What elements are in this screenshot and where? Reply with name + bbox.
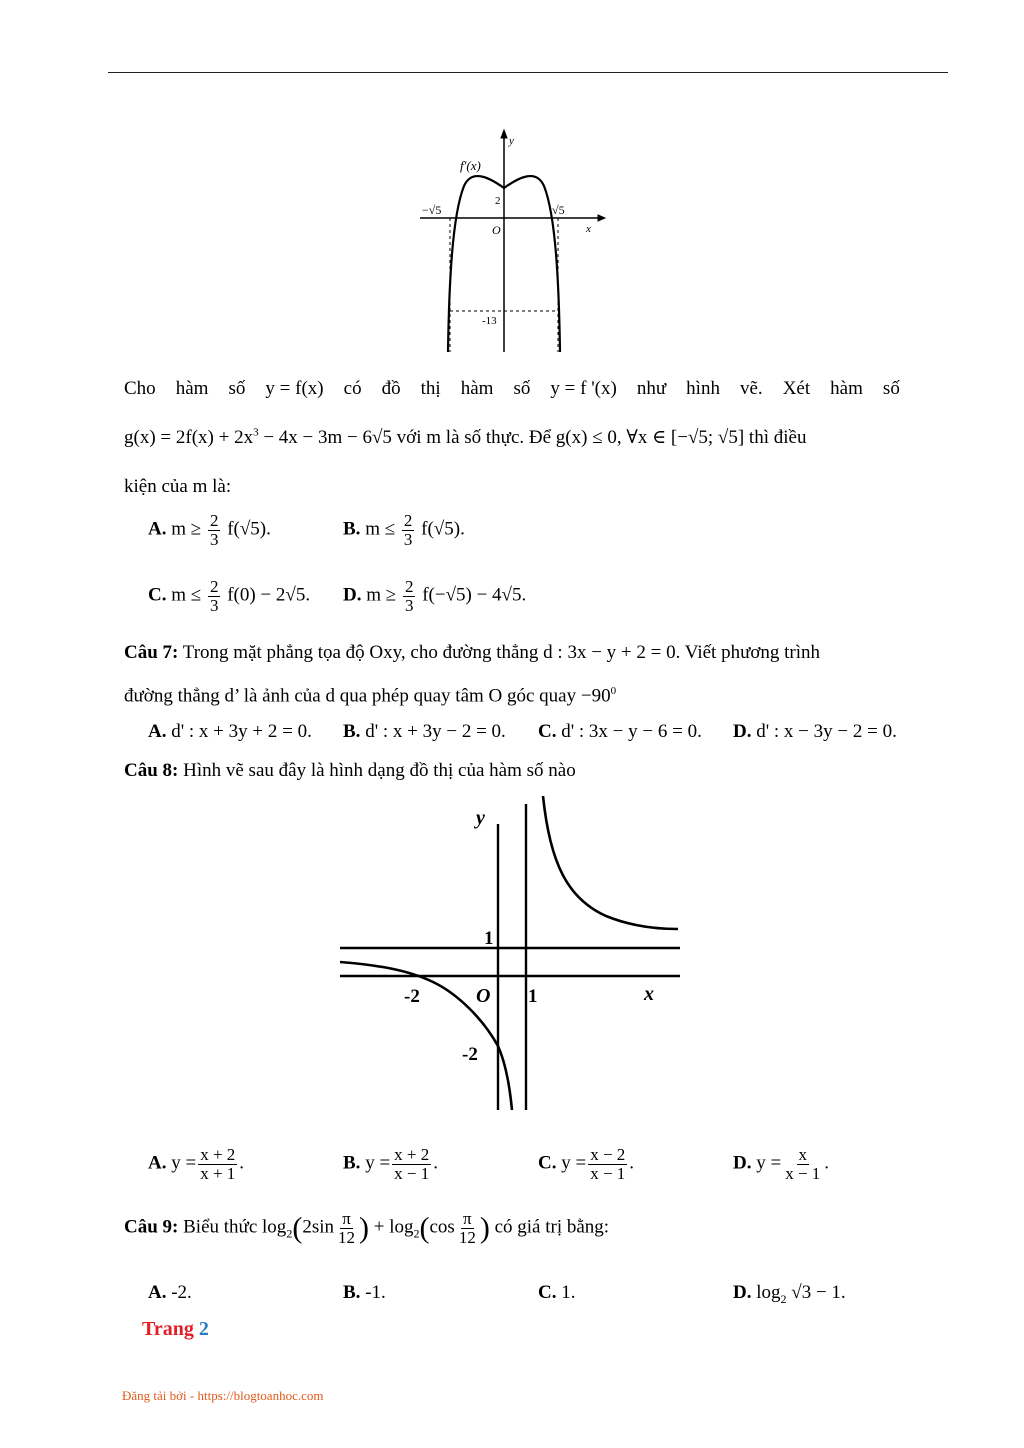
g2-label-neg2y: -2	[462, 1044, 478, 1065]
q7-b-label: B.	[343, 721, 361, 742]
label-sqrt5: √5	[552, 203, 565, 217]
q9-d-label: D.	[733, 1282, 752, 1303]
q6-word: hàm	[175, 378, 209, 399]
q9-c-text: 1.	[556, 1282, 576, 1303]
label-neg-sqrt5: −√5	[422, 203, 442, 217]
q8-b-frac: $\frac{x + 2}{x - 1}$	[394, 1145, 430, 1183]
q9-frac1: $\frac{\pi}{12}$	[338, 1209, 355, 1247]
q7-b-text: d' : x + 3y − 2 = 0.	[360, 721, 506, 742]
page-num: 2	[198, 1318, 209, 1340]
q8-d-label: D.	[733, 1152, 752, 1174]
q8-b-label: B.	[343, 1152, 361, 1174]
q6-word: y = f(x)	[265, 378, 324, 399]
header-rule	[108, 72, 948, 73]
g2-label-o: O	[476, 985, 491, 1007]
q6-b-pre: m ≤	[365, 518, 396, 540]
branch-right	[543, 796, 678, 929]
q8-option-b[interactable]	[343, 1146, 438, 1183]
q9-paren-close2: )	[479, 1211, 490, 1245]
g2-label-y: y	[476, 807, 485, 829]
q9-paren-open1: (	[292, 1211, 303, 1245]
q9-c-label: C.	[538, 1282, 557, 1303]
q6-c-pre: m ≤	[171, 584, 202, 606]
q7-label: Câu 7:	[124, 642, 179, 663]
q9-d-pre: log	[751, 1282, 781, 1303]
q9-sub2: 2	[413, 1226, 420, 1241]
q6-word: số	[513, 378, 531, 399]
q6-option-a[interactable]	[148, 512, 271, 549]
x-arrow	[598, 215, 605, 221]
graph-fprime	[412, 126, 612, 358]
q8-line	[124, 760, 576, 782]
q9-paren-open2: (	[419, 1211, 430, 1245]
q8-c-frac: $\frac{x - 2}{x - 1}$	[590, 1145, 626, 1183]
label-y: y	[509, 135, 514, 147]
q9-b-label: B.	[343, 1282, 361, 1303]
q9-d-sub: 2	[780, 1291, 787, 1306]
q6-b-frac: $\frac{2}{3}$	[403, 511, 413, 549]
q6-b-label: B.	[343, 518, 361, 540]
q7-a-label: A.	[148, 721, 167, 742]
q9-text-pre: Biểu thức log	[178, 1216, 287, 1238]
q8-b-y: y =	[365, 1152, 391, 1174]
q7-c-text: d' : 3x − y − 6 = 0.	[556, 721, 702, 742]
q8-option-c[interactable]	[538, 1146, 634, 1183]
q9-part1: 2sin	[302, 1216, 334, 1238]
q9-frac2: $\frac{\pi}{12}$	[458, 1209, 476, 1247]
q8-c-y: y =	[561, 1152, 587, 1174]
g2-label-x: x	[644, 983, 654, 1005]
q9-option-a[interactable]	[148, 1282, 192, 1304]
q8-label: Câu 8:	[124, 760, 179, 781]
q7-c-label: C.	[538, 721, 557, 742]
q9-sub1: 2	[286, 1226, 293, 1241]
q7-a-text: d' : x + 3y + 2 = 0.	[166, 721, 312, 742]
q6-a-frac: $\frac{2}{3}$	[209, 511, 219, 549]
q6-word: như	[636, 378, 667, 399]
q7-d-label: D.	[733, 721, 752, 742]
q9-label: Câu 9:	[124, 1216, 179, 1238]
page-number	[142, 1318, 209, 1341]
q8-a-frac: $\frac{x + 2}{x + 1}$	[200, 1145, 236, 1183]
q9-a-text: -2.	[166, 1282, 192, 1303]
q9-plus-log: + log	[369, 1216, 414, 1238]
g2-label-1y: 1	[484, 928, 494, 949]
q8-text: Hình vẽ sau đây là hình dạng đồ thị của hàm số nào	[178, 760, 576, 781]
q8-b-dot: .	[433, 1152, 438, 1174]
q6-word: y = f '(x)	[550, 378, 617, 399]
q6-d-label: D.	[343, 584, 362, 606]
q7-option-a[interactable]	[148, 721, 312, 743]
q6-word: Cho	[124, 378, 156, 399]
q6-c-label: C.	[148, 584, 167, 606]
page-label: Trang	[142, 1318, 194, 1340]
q6-word: có	[343, 378, 362, 399]
label-o: O	[492, 223, 501, 237]
q7-line2	[124, 685, 616, 707]
q6-line2-rest: − 4x − 3m − 6√5 với m là số thực. Để g(x) ≤ 0, ∀x ∈ [−√5; √5] thì điều	[258, 427, 807, 448]
q7-option-d[interactable]	[733, 721, 897, 743]
label-2: 2	[495, 195, 501, 207]
q6-g-def: g(x) = 2f(x) + 2x	[124, 427, 254, 448]
q9-option-c[interactable]	[538, 1282, 575, 1304]
q9-d-post: √3 − 1.	[786, 1282, 846, 1303]
q6-a-label: A.	[148, 518, 167, 540]
q7-text2: đường thẳng d’ là ảnh của d qua phép quay tâm O góc quay −90	[124, 685, 611, 707]
q6-option-b[interactable]	[343, 512, 465, 549]
q6-line1	[124, 378, 900, 400]
q6-option-c[interactable]	[148, 578, 310, 615]
graph-hyperbola	[338, 794, 682, 1114]
footer-link[interactable]: Đăng tải bởi - https://blogtoanhoc.com	[122, 1388, 324, 1403]
q9-option-d[interactable]	[733, 1282, 846, 1307]
q6-exp: 3	[253, 426, 259, 439]
y-arrow	[501, 130, 507, 138]
g2-label-1x: 1	[528, 986, 538, 1007]
q6-a-pre: m ≥	[171, 518, 202, 540]
q9-paren-close1: )	[359, 1211, 369, 1245]
q6-word: Xét	[782, 378, 811, 399]
q8-c-label: C.	[538, 1152, 557, 1174]
q9-line	[124, 1210, 609, 1247]
label-x: x	[586, 223, 591, 235]
q8-a-label: A.	[148, 1152, 167, 1174]
q6-word: đồ	[381, 378, 401, 399]
q9-text-post: có giá trị bằng:	[489, 1216, 610, 1238]
q6-line2	[124, 426, 806, 449]
q7-option-c[interactable]	[538, 721, 702, 743]
q6-word: hàm	[460, 378, 494, 399]
q8-d-dot: .	[824, 1152, 830, 1174]
q8-c-dot: .	[629, 1152, 635, 1174]
q9-option-b[interactable]	[343, 1282, 386, 1304]
q9-part2: cos	[429, 1216, 455, 1238]
q7-text1: Trong mặt phẳng tọa độ Oxy, cho đường thẳng d : 3x − y + 2 = 0. Viết phương trình	[178, 642, 821, 663]
q8-option-a[interactable]	[148, 1146, 244, 1183]
label-fprime: f'(x)	[460, 158, 481, 173]
q6-b-post: f(√5).	[421, 518, 465, 540]
q6-word: thị	[420, 378, 441, 399]
q9-b-text: -1.	[360, 1282, 386, 1303]
q7-deg: 0	[610, 685, 617, 697]
q7-d-text: d' : x − 3y − 2 = 0.	[751, 721, 897, 742]
q9-a-label: A.	[148, 1282, 167, 1303]
q8-option-d[interactable]	[733, 1146, 829, 1183]
g2-label-neg2x: -2	[404, 986, 420, 1007]
q6-c-post: f(0) − 2√5.	[227, 584, 311, 606]
q6-word: số	[228, 378, 246, 399]
q6-option-d[interactable]	[343, 578, 526, 615]
q6-word: hàm	[830, 378, 863, 399]
q8-d-y: y =	[756, 1152, 782, 1174]
q6-word: hình	[686, 378, 720, 399]
q6-line3: kiện của m là:	[124, 476, 232, 497]
q6-word: vẽ.	[739, 378, 763, 399]
q6-a-post: f(√5).	[227, 518, 271, 540]
label-neg13: -13	[482, 315, 497, 327]
q6-word: số	[882, 378, 900, 399]
q6-d-pre: m ≥	[366, 584, 397, 606]
q8-a-dot: .	[239, 1152, 245, 1174]
q8-d-frac: $\frac{x}{x - 1}$	[785, 1145, 821, 1183]
q6-c-frac: $\frac{2}{3}$	[209, 577, 219, 615]
q7-line1	[124, 642, 820, 664]
q6-d-frac: $\frac{2}{3}$	[404, 577, 414, 615]
q8-a-y: y =	[171, 1152, 197, 1174]
q6-d-post: f(−√5) − 4√5.	[422, 584, 527, 606]
q7-option-b[interactable]	[343, 721, 506, 743]
